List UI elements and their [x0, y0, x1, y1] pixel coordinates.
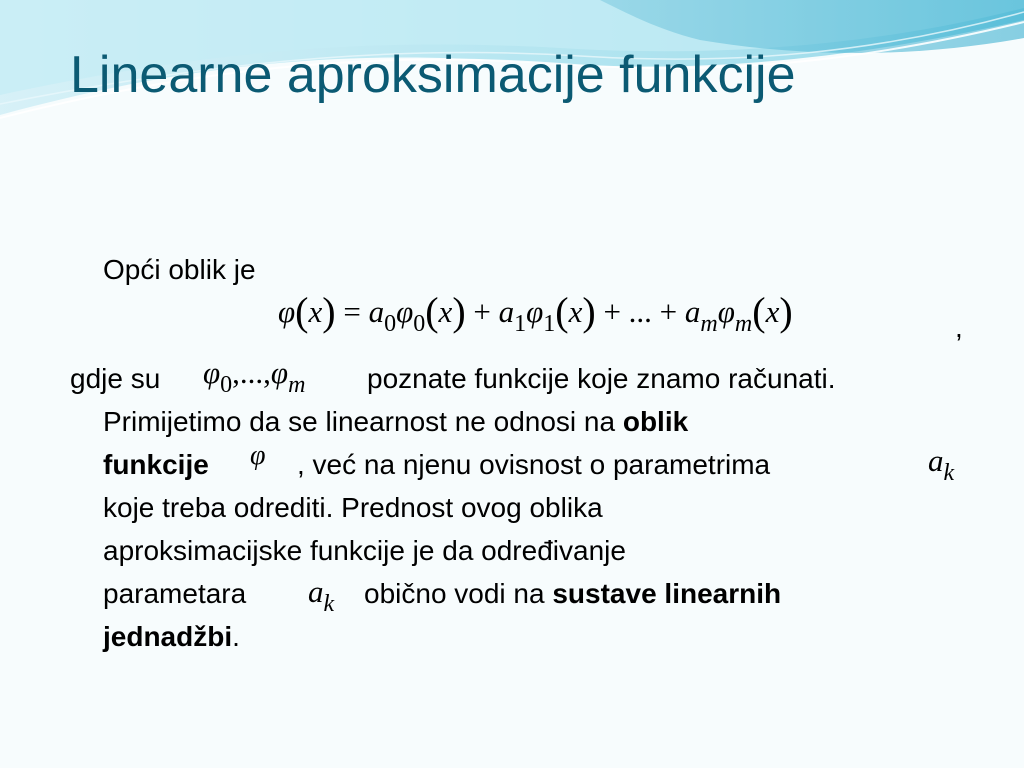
line2	[103, 400, 688, 443]
line3-bold-text: funkcije	[103, 449, 209, 480]
gdje-su-text: gdje su	[70, 363, 161, 394]
line6-start: parametara	[103, 578, 247, 609]
formula-comma: ,	[955, 312, 963, 343]
line5: aproksimacijske funkcije je da određivanje	[103, 535, 626, 566]
line6-mid: obično vodi na	[364, 578, 545, 609]
main-formula: $\varphi(x) = a_0\varphi_0(x) + a_1\varphi_1(x)$ + ... + $a_m\varphi_m(x)$	[278, 289, 793, 337]
phi-symbol: φ	[250, 440, 266, 471]
line2-text: Primijetimo da se linearnost ne odnosi na	[103, 406, 616, 437]
slide-title: Linearne aproksimacije funkcije	[70, 46, 796, 104]
basis-functions: $\varphi_0,...,\varphi_m$	[203, 355, 306, 398]
line2-bold: oblik	[622, 406, 689, 437]
line4: koje treba odrediti. Prednost ovog oblika	[103, 492, 603, 523]
line1-rest: poznate funkcije koje znamo računati.	[367, 363, 836, 394]
line6-end	[364, 572, 781, 615]
line3-bold	[103, 443, 209, 486]
line7-bold: jednadžbi	[103, 621, 233, 652]
param-ak-1: $a_k$	[928, 443, 955, 486]
line7-end: .	[232, 621, 240, 652]
param-ak-2: $a_k$	[308, 574, 335, 617]
line6-bold: sustave linearnih	[552, 578, 782, 609]
line3-rest: , već na njenu ovisnost o parametrima	[297, 449, 771, 480]
intro-text: Opći oblik je	[103, 254, 256, 285]
line7	[103, 615, 240, 658]
